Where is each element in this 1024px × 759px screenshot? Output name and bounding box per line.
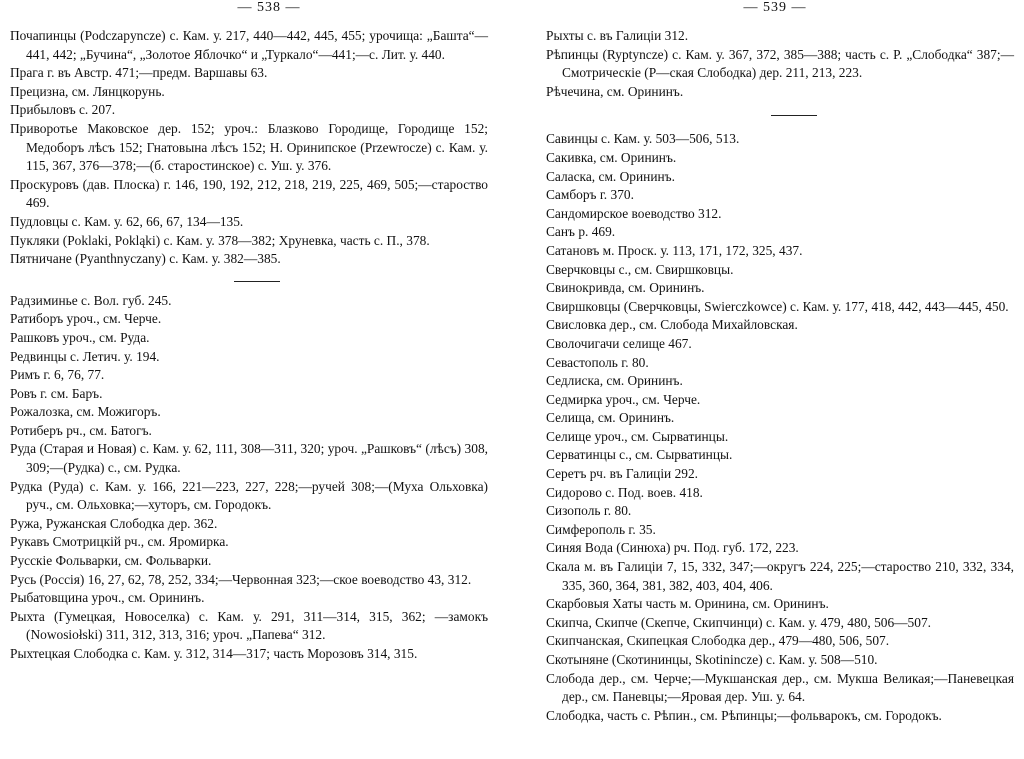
index-entry: Сандомирское воеводство 312. bbox=[546, 205, 722, 221]
index-entry: Савинцы с. Кам. у. 503—506, 513. bbox=[546, 131, 740, 147]
index-entry: Свисловка дер., см. Слобода Михайловская. bbox=[546, 317, 798, 333]
index-entry: Седлиска, см. Орининъ. bbox=[546, 373, 683, 389]
index-entry: Рудка (Руда) с. Кам. у. 166, 221—223, 227, 228;—ручей 308;—(Муха Ольховка) руч., см. Ольховка;—хуторъ, см. Городокъ. bbox=[10, 478, 488, 513]
index-entry: Прецизна, см. Лянцкорунь. bbox=[10, 83, 165, 99]
index-entry: Почапинцы (Podczapyncze) с. Кам. у. 217, 440—442, 445, 455; урочища: „Башта“—441, 442; „Бучина“, „Золотое Яблочко“ и „Туркало“—441;—с. Лит. у. 440. bbox=[10, 28, 488, 62]
index-entry: Рыхта (Гумецкая, Новоселка) с. Кам. у. 291, 311—314, 315, 362; —замокъ (Nowosiołski) 311, 312, 313, 316; уроч. „Папева“ 312. bbox=[10, 608, 488, 643]
right-page bbox=[512, 0, 1024, 759]
index-entry: Сакивка, см. Орининъ. bbox=[546, 149, 677, 165]
index-entry: Синяя Вода (Синюха) рч. Под. губ. 172, 223. bbox=[546, 540, 799, 556]
index-entry: Пятничане (Pyanthnyczany) с. Кам. у. 382—385. bbox=[10, 251, 281, 267]
index-entry: Руда (Старая и Новая) с. Кам. у. 62, 111, 308—311, 320; уроч. „Рашковъ“ (лѣсъ) 308, 309;—(Рудка) с., см. Рудка. bbox=[10, 441, 488, 476]
index-entry: Сизополь г. 80. bbox=[546, 503, 632, 519]
index-entry: Рожалозка, см. Можигоръ. bbox=[10, 404, 161, 420]
index-entry: Радзиминье с. Вол. губ. 245. bbox=[10, 292, 172, 308]
section-divider bbox=[234, 281, 280, 282]
index-entry: Скала м. въ Галиціи 7, 15, 332, 347;—округъ 224, 225;—староство 210, 332, 334, 335, 360, 364, 381, 382, 403, 404, 406. bbox=[546, 559, 1014, 593]
index-entry: Сволочигачи селище 467. bbox=[546, 335, 692, 351]
index-section-r bbox=[10, 292, 488, 664]
index-entry: Скипчанская, Скипецкая Слободка дер., 479—480, 506, 507. bbox=[546, 633, 890, 649]
index-section-p bbox=[10, 27, 488, 269]
index-entry: Седмирка уроч., см. Черче. bbox=[546, 391, 701, 407]
index-entry: Рукавъ Смотрицкій рч., см. Яромирка. bbox=[10, 534, 229, 550]
index-entry: Приворотье Маковское дер. 152; уроч.: Блазково Городище, Городище 152; Медоборъ лѣсъ 152; Гнатовына лѣсъ 152; Н. Оринипское (Przewrocze) с. Кам. у. 115, 367, 376—378;—(б. старостинское) с. Уш. у. 376. bbox=[10, 120, 488, 174]
index-entry: Скотыняне (Скотининцы, Skotinincze) с. Кам. у. 508—510. bbox=[546, 652, 878, 667]
index-entry: Рыхты с. въ Галиціи 312. bbox=[546, 28, 689, 43]
index-entry: Прага г. въ Австр. 471;—предм. Варшавы 63. bbox=[10, 65, 268, 81]
index-entry: Ратиборъ уроч., см. Черче. bbox=[10, 311, 162, 327]
index-entry: Сидорово с. Под. воев. 418. bbox=[546, 484, 703, 500]
index-entry: Рѣчечина, см. Орининъ. bbox=[546, 83, 684, 99]
index-entry: Санъ р. 469. bbox=[546, 224, 616, 240]
section-divider bbox=[771, 115, 817, 116]
index-entry: Сверчковцы с., см. Свиршковцы. bbox=[546, 261, 734, 277]
index-entry: Скипча, Скипче (Скепче, Скипчинци) с. Кам. у. 479, 480, 506—507. bbox=[546, 614, 931, 630]
index-entry: Ружа, Ружанская Слободка дер. 362. bbox=[10, 515, 218, 531]
index-entry: Скарбовыя Хаты часть м. Оринина, см. Орининъ. bbox=[546, 596, 829, 612]
index-entry: Проскуровъ (дав. Плоска) г. 146, 190, 192, 212, 218, 219, 225, 469, 505;—староство 469. bbox=[10, 176, 488, 211]
index-entry: Рыбатовщина уроч., см. Орининъ. bbox=[10, 590, 205, 606]
index-entry: Саласка, см. Орининъ. bbox=[546, 168, 675, 184]
index-entry: Пудловцы с. Кам. у. 62, 66, 67, 134—135. bbox=[10, 213, 244, 229]
index-entry: Самборъ г. 370. bbox=[546, 187, 634, 203]
index-entry: Слободка, часть с. Рѣпин., см. Рѣпинцы;—фольварокъ, см. Городокъ. bbox=[546, 707, 942, 723]
left-page bbox=[0, 0, 502, 759]
index-entry: Симферополь г. 35. bbox=[546, 521, 656, 537]
index-entry: Слобода дер., см. Черче;—Мукшанская дер., см. Мукша Великая;—Паневецкая дер., см. Паневцы;—Яровая дер. Уш. у. 64. bbox=[546, 670, 1014, 705]
index-entry: Рыхтецкая Слободка с. Кам. у. 312, 314—317; часть Морозовъ 314, 315. bbox=[10, 646, 418, 661]
index-entry: Сатановъ м. Проск. у. 113, 171, 172, 325, 437. bbox=[546, 242, 803, 258]
index-entry: Серватинцы с., см. Сырватинцы. bbox=[546, 447, 733, 463]
index-entry: Селища, см. Орининъ. bbox=[546, 410, 675, 426]
index-section-r-continued bbox=[546, 27, 1014, 101]
index-entry: Редвинцы с. Летич. у. 194. bbox=[10, 348, 160, 364]
index-entry: Селище уроч., см. Сырватинцы. bbox=[546, 428, 729, 444]
index-entry: Пукляки (Poklaki, Pokląki) с. Кам. у. 378—382; Хруневка, часть с. П., 378. bbox=[10, 232, 430, 248]
index-entry: Русь (Россія) 16, 27, 62, 78, 252, 334;—Червонная 323;—ское воеводство 43, 312. bbox=[10, 571, 472, 587]
index-entry: Прибыловъ с. 207. bbox=[10, 102, 116, 118]
page-number: — 539 — bbox=[743, 0, 807, 15]
index-entry: Русскіе Фольварки, см. Фольварки. bbox=[10, 553, 212, 569]
index-entry: Рашковъ уроч., см. Руда. bbox=[10, 329, 150, 345]
index-entry: Свиршковцы (Сверчковцы, Swierczkowce) с. Кам. у. 177, 418, 442, 443—445, 450. bbox=[546, 298, 1009, 314]
index-entry: Свинокривда, см. Орининъ. bbox=[546, 280, 705, 296]
index-entry: Ротиберъ рч., см. Батогъ. bbox=[10, 422, 152, 438]
index-section-s bbox=[546, 130, 1014, 725]
index-entry: Ровъ г. см. Баръ. bbox=[10, 385, 103, 401]
index-entry: Рѣпинцы (Ryptyncze) с. Кам. у. 367, 372, 385—388; часть с. Р. „Слободка“ 387;—Смотрическіе (Р—ская Слободка) дер. 211, 213, 223. bbox=[546, 46, 1014, 81]
page-number: — 538 — bbox=[237, 0, 301, 15]
index-entry: Серетъ рч. въ Галиціи 292. bbox=[546, 466, 699, 482]
index-entry: Римъ г. 6, 76, 77. bbox=[10, 367, 105, 383]
index-entry: Севастополь г. 80. bbox=[546, 354, 649, 370]
